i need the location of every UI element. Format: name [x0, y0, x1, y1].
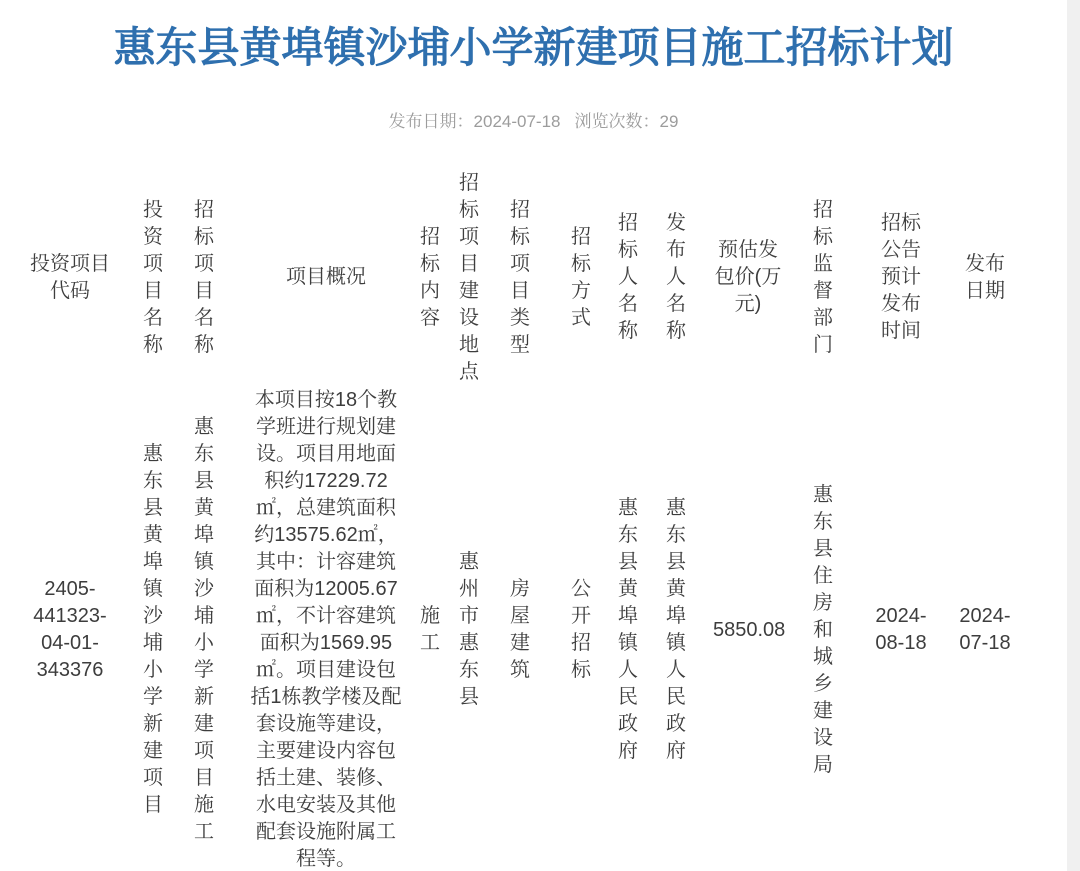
- publish-date-value: 2024-07-18: [473, 112, 561, 131]
- table-header-row: [0, 165, 1067, 390]
- cell-announcement-expected-time: 2024-08-18: [875, 605, 927, 654]
- cell-tender-content: 施工: [420, 605, 440, 654]
- cell-estimated-price: 5850.08: [713, 618, 786, 641]
- publish-meta: [0, 112, 1067, 132]
- col-header-project-location: 招标项目建设地点: [459, 171, 479, 383]
- cell-project-location: 惠州市惠东县: [459, 551, 479, 708]
- cell-tenderee-name: 惠东县黄埠镇人民政府: [618, 497, 638, 762]
- col-header-tender-content: 招标内容: [420, 225, 440, 329]
- col-header-investment-project-name: 投资项目名称: [143, 198, 163, 356]
- cell-publish-date: 2024-07-18: [959, 605, 1011, 654]
- views-value: 29: [659, 112, 679, 131]
- table-data-row: [0, 390, 1067, 870]
- cell-publisher-name: 惠东县黄埠镇人民政府: [666, 497, 686, 762]
- col-header-tenderee-name: 招标人名称: [618, 212, 638, 342]
- col-header-investment-project-code: 投资项目代码: [30, 252, 110, 302]
- cell-investment-project-code: 2405-441323-04-01-343376: [33, 578, 107, 681]
- cell-supervision-department: 惠东县住房和城乡建设局: [813, 483, 833, 776]
- col-header-tender-method: 招标方式: [571, 225, 591, 329]
- cell-project-overview: 本项目按18个教学班进行规划建设。项目用地面积约17229.72㎡，总建筑面积约13575.62㎡，其中：计容建筑面积为12005.67㎡，不计容建筑面积为1569.95㎡。项目建设包括1栋教学楼及配套设施等建设，主要建设内容包括土建、装修、水电安装及其他配套设施附属工程等。: [250, 389, 402, 870]
- col-header-project-overview: 项目概况: [286, 266, 366, 288]
- col-header-supervision-department: 招标监督部门: [813, 198, 833, 356]
- scrollbar[interactable]: [1067, 0, 1080, 871]
- cell-project-type: 房屋建筑: [510, 578, 530, 681]
- cell-investment-project-name: 惠东县黄埠镇沙埔小学新建项目: [143, 443, 163, 816]
- col-header-tender-project-name: 招标项目名称: [194, 198, 214, 356]
- col-header-project-type: 招标项目类型: [510, 198, 530, 356]
- views-label: 浏览次数：: [574, 112, 660, 131]
- tender-plan-table: [0, 165, 1067, 870]
- page-title: 惠东县黄埠镇沙埔小学新建项目施工招标计划: [113, 24, 954, 71]
- col-header-publisher-name: 发布人名称: [666, 212, 686, 342]
- col-header-estimated-price: 预估发包价(万元): [714, 239, 782, 315]
- col-header-publish-date: 发布日期: [965, 252, 1005, 302]
- publish-date-label: 发布日期：: [388, 112, 474, 131]
- cell-tender-project-name: 惠东县黄埠镇沙埔小学新建项目施工: [194, 416, 214, 843]
- cell-tender-method: 公开招标: [571, 578, 591, 681]
- col-header-announcement-expected-time: 招标公告预计发布时间: [881, 212, 921, 342]
